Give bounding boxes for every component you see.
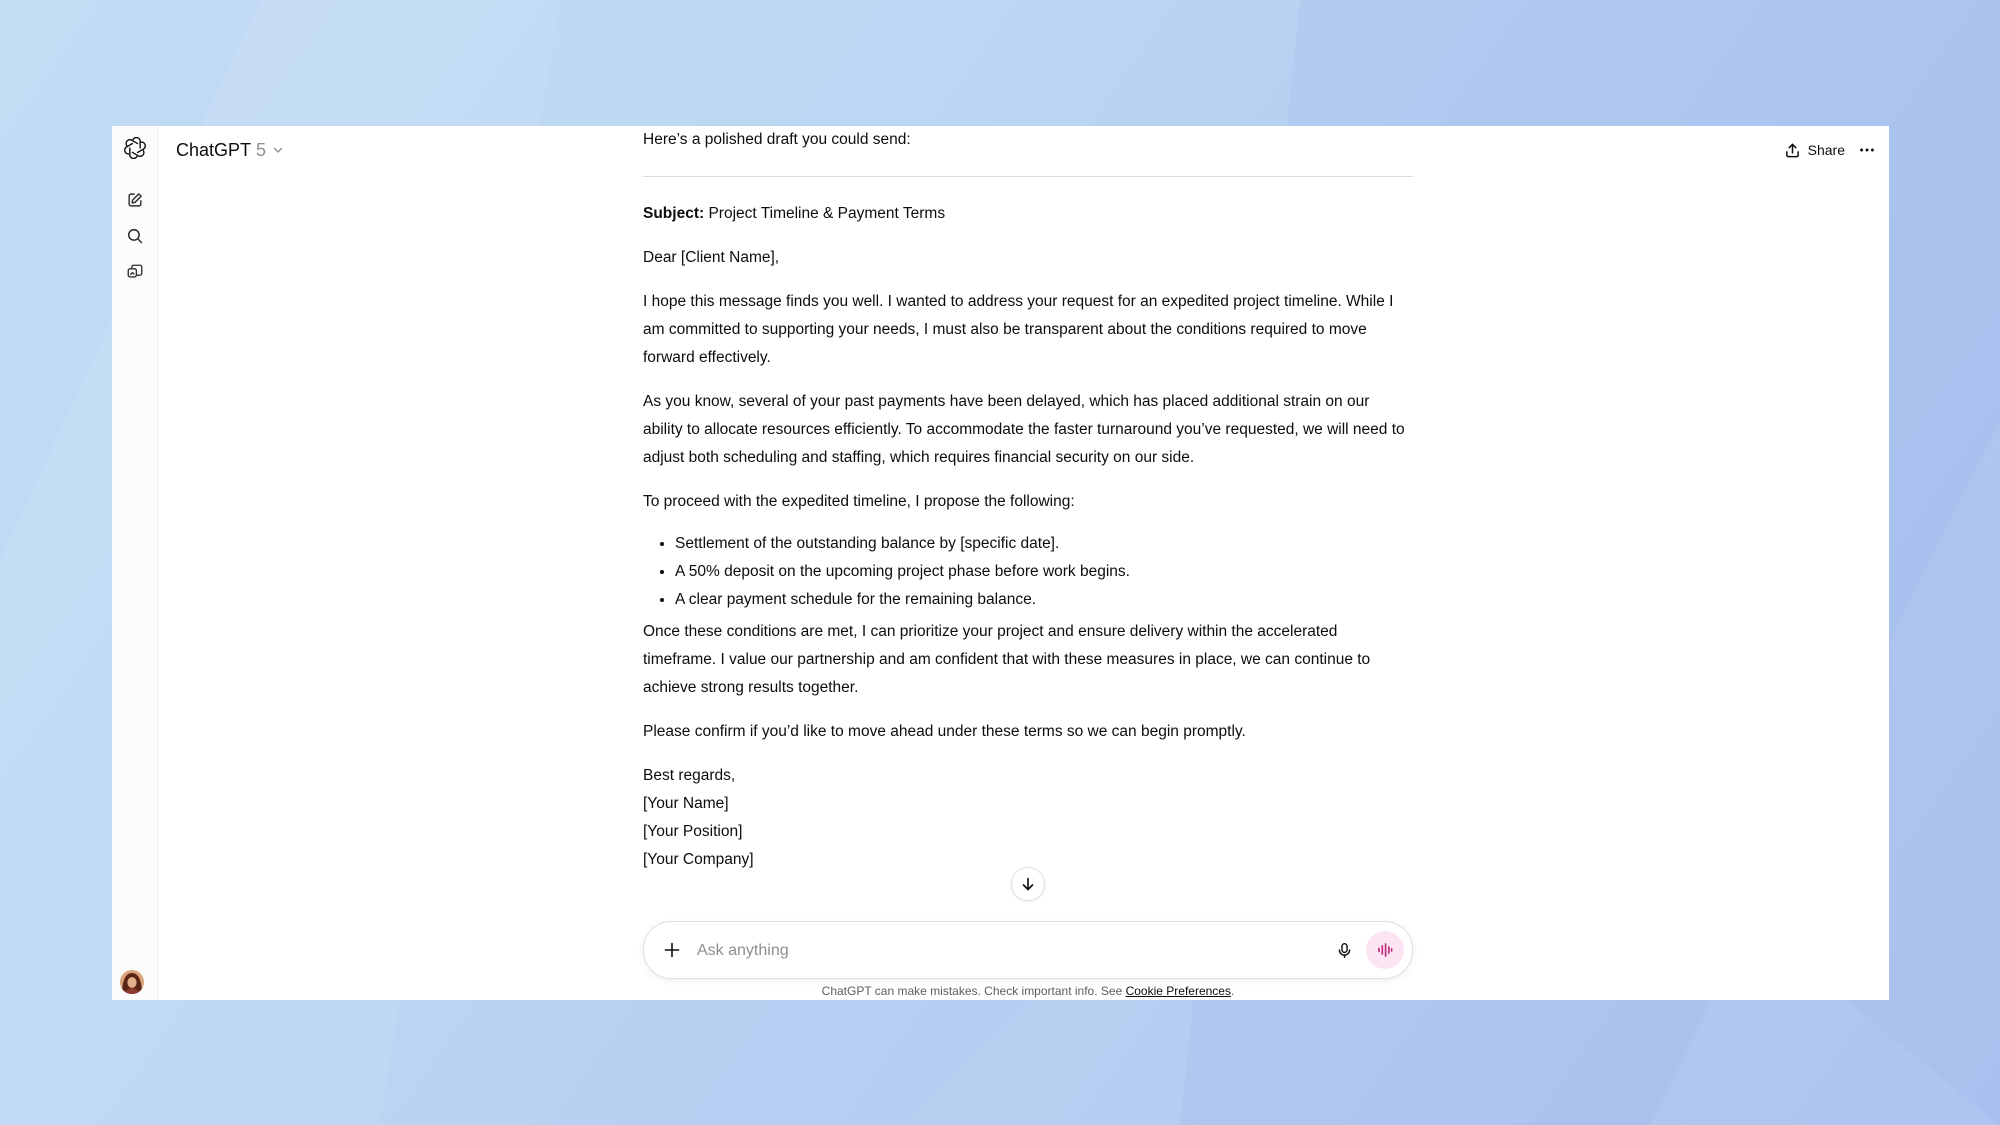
disclaimer-text: ChatGPT can make mistakes. Check important info. See — [821, 984, 1126, 998]
list-item: • Settlement of the outstanding balance by [specific date]. — [675, 530, 1413, 558]
chatgpt-window — [112, 126, 1889, 1000]
composer — [643, 921, 1413, 979]
cookie-preferences-link[interactable]: Cookie Preferences — [1125, 984, 1231, 998]
subject-text: Project Timeline & Payment Terms — [704, 205, 946, 222]
model-selector[interactable] — [176, 136, 284, 164]
divider — [643, 176, 1413, 177]
email-paragraph-2: As you know, several of your past payments have been delayed, which has placed additional strain on our ability to allocate resources efficiently. To accommodate the faster turnaround you’ve requested, we will need to adjust both scheduling and staffing, which requires financial security on our side. — [643, 393, 1405, 466]
footer-disclaimer — [112, 983, 1889, 999]
list-item: • A clear payment schedule for the remaining balance. — [675, 586, 1413, 614]
list-item: • A 50% deposit on the upcoming project phase before work begins. — [675, 558, 1413, 586]
email-paragraph-3: To proceed with the expedited timeline, I propose the following: — [643, 493, 1075, 510]
email-greeting: Dear [Client Name], — [643, 249, 780, 266]
scroll-to-bottom-button[interactable] — [1011, 867, 1045, 901]
email-paragraph-4: Once these conditions are met, I can prioritize your project and ensure delivery within the accelerated timeframe. I value our partnership and am confident that with these measures in place, we can continue to achieve strong results together. — [643, 623, 1371, 696]
add-attachment-button[interactable] — [658, 936, 686, 964]
microphone-icon — [1336, 942, 1353, 959]
email-subject — [643, 200, 1413, 228]
voice-mode-button[interactable] — [1366, 931, 1404, 969]
more-options-button[interactable] — [1853, 136, 1881, 164]
assistant-message — [643, 126, 1413, 874]
plus-icon — [663, 941, 681, 959]
signoff-line: [Your Company] — [643, 851, 754, 868]
model-version: 5 — [256, 139, 267, 160]
share-button[interactable] — [1784, 136, 1845, 164]
search-icon[interactable] — [122, 223, 147, 248]
share-icon — [1784, 142, 1801, 159]
email-signoff — [643, 762, 1413, 874]
openai-logo-icon[interactable] — [122, 135, 147, 160]
chevron-down-icon — [272, 144, 284, 156]
library-icon[interactable] — [122, 259, 147, 284]
proposal-list — [643, 530, 1413, 614]
signoff-line: Best regards, — [643, 767, 736, 784]
signoff-line: [Your Name] — [643, 795, 729, 812]
subject-label: Subject: — [643, 205, 705, 222]
signoff-line: [Your Position] — [643, 823, 743, 840]
arrow-down-icon — [1020, 876, 1036, 892]
email-paragraph-5: Please confirm if you’d like to move ahead under these terms so we can begin promptly. — [643, 723, 1246, 740]
voice-waveform-icon — [1376, 941, 1394, 959]
share-label: Share — [1807, 142, 1845, 158]
email-paragraph-1: I hope this message finds you well. I wanted to address your request for an expedited project timeline. While I am committed to supporting your needs, I must also be transparent about the conditions required to move forward effectively. — [643, 293, 1394, 366]
ellipsis-icon — [1858, 141, 1876, 159]
model-name: ChatGPT — [176, 139, 252, 160]
new-chat-icon[interactable] — [122, 187, 147, 212]
prompt-input[interactable] — [695, 936, 1299, 966]
message-intro: Here’s a polished draft you could send: — [643, 131, 911, 148]
dictate-button[interactable] — [1330, 936, 1358, 964]
sidebar-rail — [112, 126, 158, 1000]
disclaimer-end: . — [1230, 984, 1235, 998]
